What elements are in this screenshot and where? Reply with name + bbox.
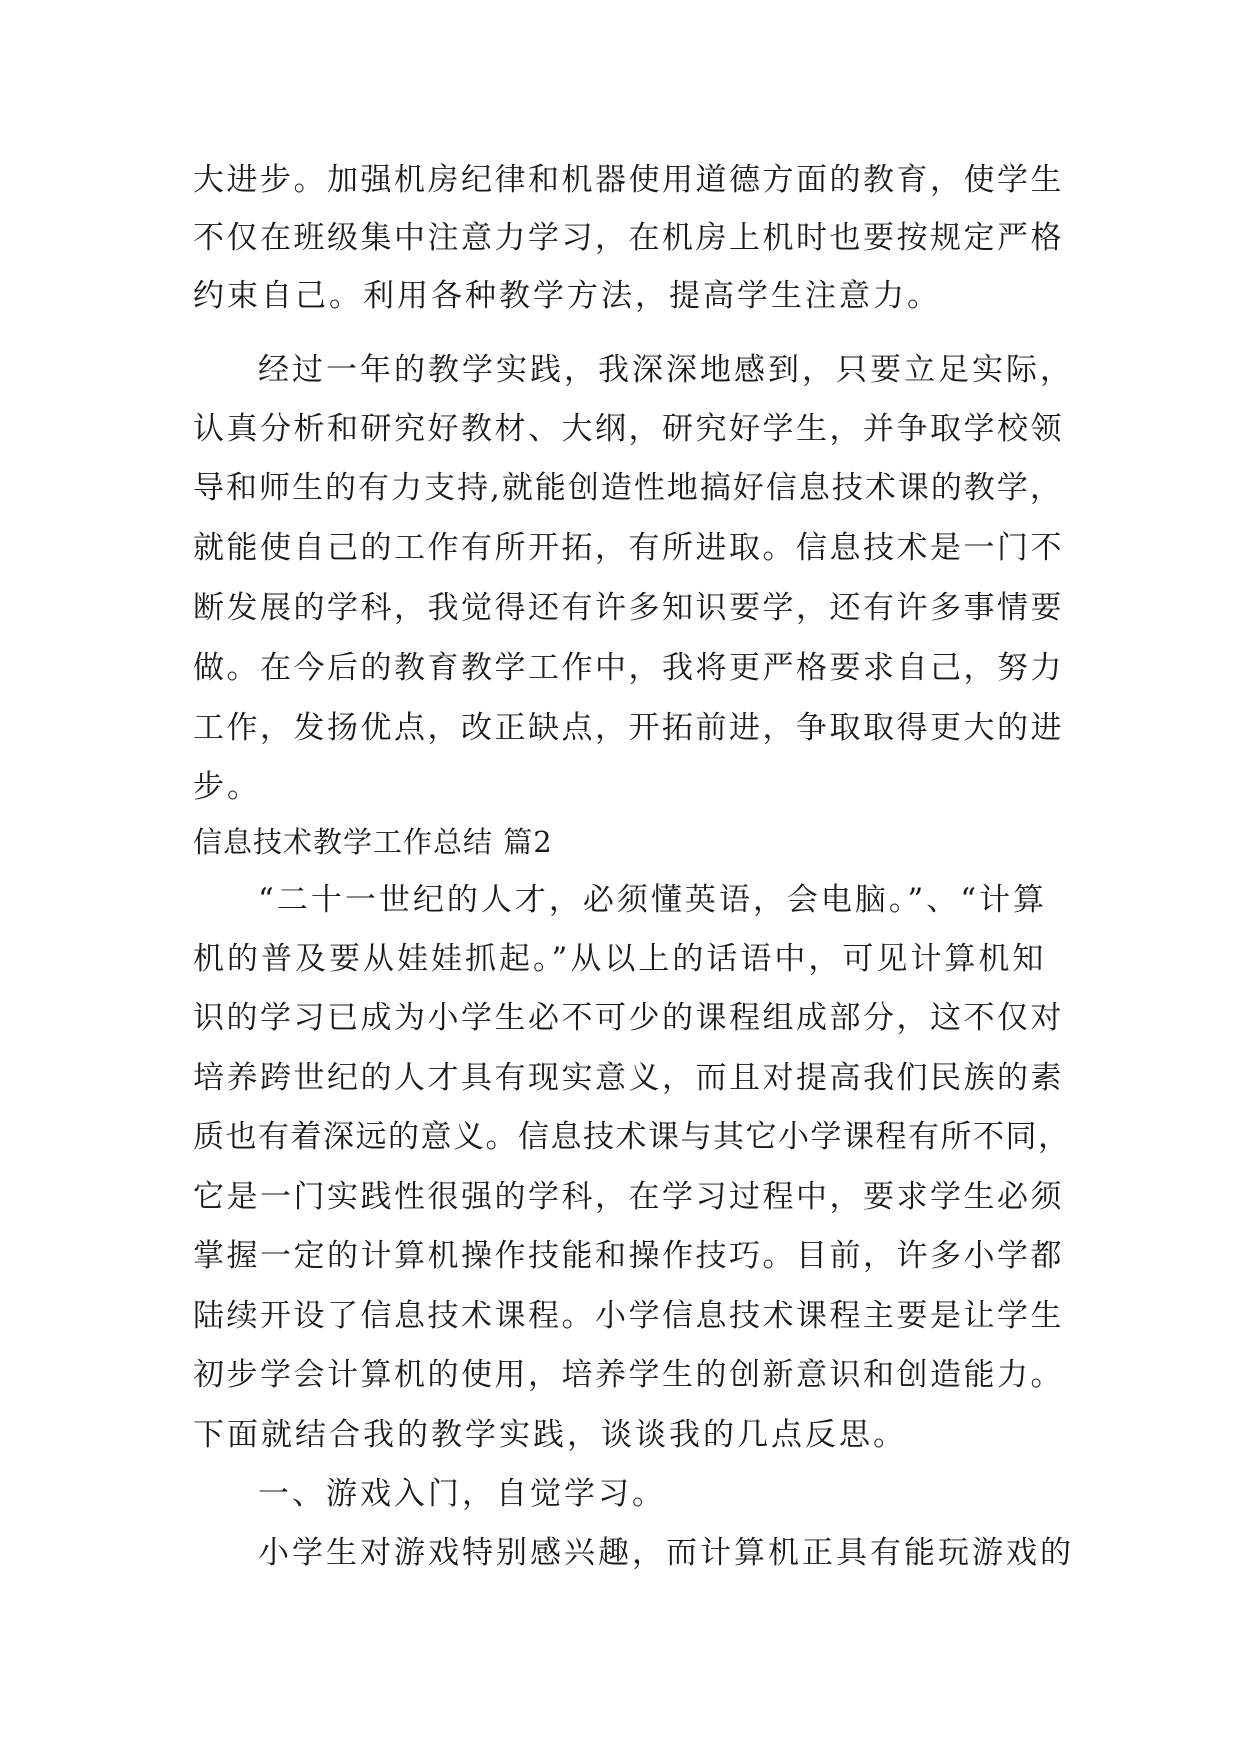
text-line: 初步学会计算机的使用，培养学生的创新意识和创造能力。: [193, 1357, 1064, 1393]
subheading-line: 一、游戏入门，自觉学习。: [258, 1476, 666, 1512]
section-heading: 信息技术教学工作总结 篇2: [193, 825, 553, 859]
text-line: 不仅在班级集中注意力学习，在机房上机时也要按规定严格: [193, 220, 1064, 256]
text-line: 工作，发扬优点，改正缺点，开拓前进，争取取得更大的进: [193, 710, 1064, 746]
text-line: 就能使自己的工作有所开拓，有所进取。信息技术是一门不: [193, 530, 1064, 566]
text-line: 质也有着深远的意义。信息技术课与其它小学课程有所不同，: [193, 1119, 1071, 1155]
text-line: 掌握一定的计算机操作技能和操作技巧。目前，许多小学都: [193, 1238, 1064, 1274]
text-line: 断发展的学科，我觉得还有许多知识要学，还有许多事情要: [193, 590, 1064, 626]
paragraph-start-line: “二十一世纪的人才，必须懂英语，会电脑。”、“计算: [258, 882, 1048, 918]
text-line: 培养跨世纪的人才具有现实意义，而且对提高我们民族的素: [193, 1060, 1064, 1096]
text-line: 陆续开设了信息技术课程。小学信息技术课程主要是让学生: [193, 1298, 1064, 1334]
text-line: 步。: [193, 769, 261, 805]
text-line: 它是一门实践性很强的学科，在学习过程中，要求学生必须: [193, 1179, 1064, 1215]
text-line: 做。在今后的教育教学工作中，我将更严格要求自己，努力: [193, 650, 1064, 686]
text-line: 约束自己。利用各种教学方法，提高学生注意力。: [193, 278, 941, 314]
text-line: 导和师生的有力支持,就能创造性地搞好信息技术课的教学，: [193, 470, 1063, 506]
paragraph-start-line: 小学生对游戏特别感兴趣，而计算机正具有能玩游戏的: [258, 1535, 1074, 1571]
text-line: 大进步。加强机房纪律和机器使用道德方面的教育，使学生: [193, 162, 1064, 198]
text-line: 认真分析和研究好教材、大纲，研究好学生，并争取学校领: [193, 411, 1064, 447]
text-line: 机的普及要从娃娃抓起。”从以上的话语中，可见计算机知: [193, 941, 1047, 977]
text-line: 识的学习已成为小学生必不可少的课程组成部分，这不仅对: [193, 1000, 1064, 1036]
paragraph-start-line: 经过一年的教学实践，我深深地感到，只要立足实际，: [258, 352, 1074, 388]
text-line: 下面就结合我的教学实践，谈谈我的几点反思。: [193, 1417, 907, 1453]
